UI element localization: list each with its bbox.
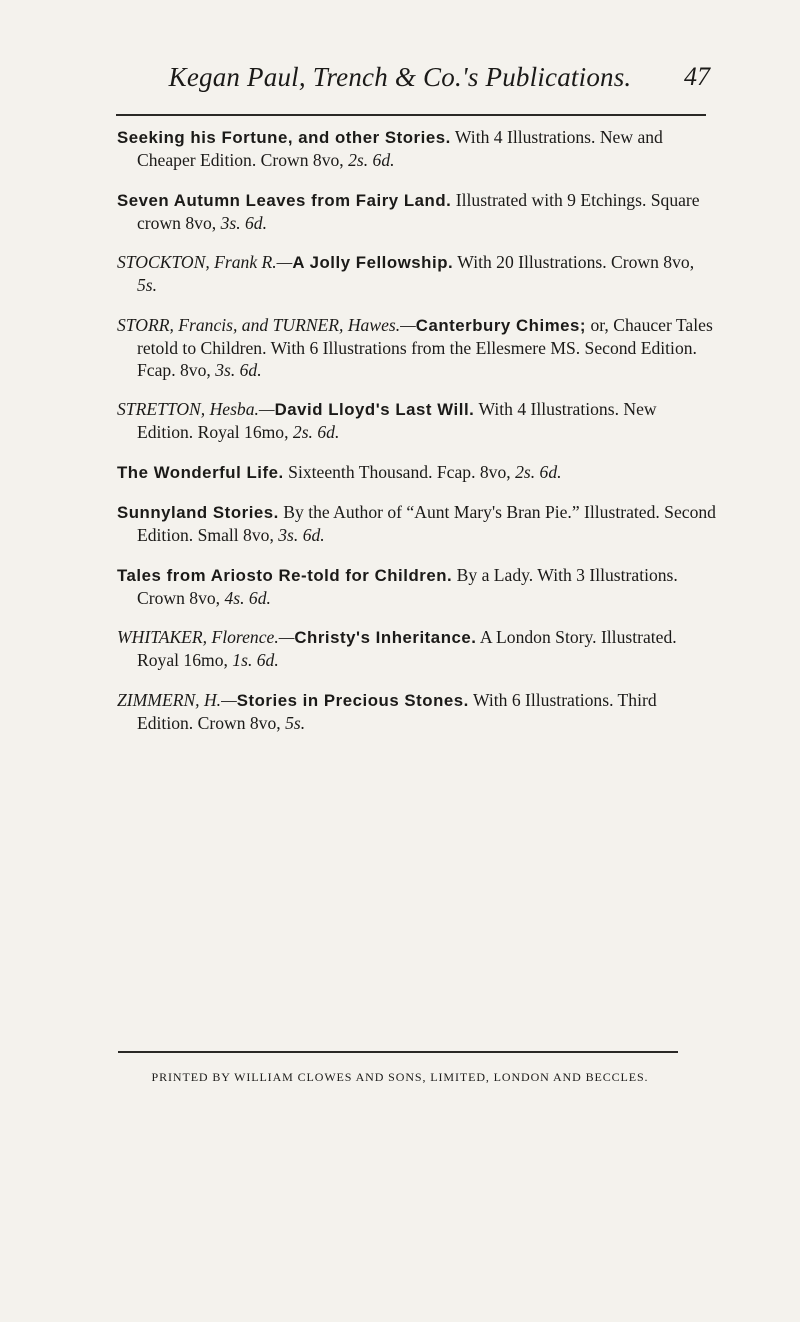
entry-details: With 4 Illustrations. New Edition. Royal 16mo,: [137, 399, 657, 442]
catalogue-entry: [117, 501, 717, 546]
entry-details: With 20 Illustrations. Crown 8vo,: [453, 252, 695, 272]
entry-title: The Wonderful Life.: [117, 462, 284, 482]
running-head: [0, 62, 800, 93]
catalogue-entry: [117, 126, 717, 171]
entry-details: With 6 Illustrations. Third Edition. Crown 8vo,: [137, 689, 657, 733]
entry-title: David Lloyd's Last Will.: [274, 400, 475, 419]
entry-price: 3s. 6d.: [278, 525, 325, 545]
entry-price: 2s. 6d.: [348, 150, 395, 170]
footer-rule: [118, 1051, 678, 1053]
entry-title: Canterbury Chimes;: [415, 315, 587, 335]
entry-title: A Jolly Fellowship.: [292, 253, 454, 272]
header-rule: [116, 114, 706, 116]
entry-price: 2s. 6d.: [292, 422, 340, 442]
entry-details: By a Lady. With 3 Illustrations. Crown 8vo,: [137, 564, 678, 608]
catalogue-entry: [117, 251, 717, 296]
catalogue-entry: [117, 189, 717, 234]
entry-details: A London Story. Illustrated. Royal 16mo,: [137, 627, 677, 670]
entry-title: Christy's Inheritance.: [294, 628, 477, 647]
entry-details: or, Chaucer Tales retold to Children. With 6 Illustrations from the Ellesmere MS. Second Edition. Fcap. 8vo,: [137, 314, 713, 380]
entry-author: STORR, Francis, and TURNER, Hawes.—: [117, 314, 416, 335]
entry-details: Illustrated with 9 Etchings. Square crown 8vo,: [137, 189, 700, 233]
entry-title: Stories in Precious Stones.: [236, 690, 469, 710]
entry-price: 3s. 6d.: [220, 212, 267, 233]
entry-price: 3s. 6d.: [215, 359, 262, 380]
entry-title: Sunnyland Stories.: [117, 503, 279, 522]
running-title: Kegan Paul, Trench & Co.'s Publications.: [168, 62, 632, 92]
entry-price: 5s.: [137, 275, 158, 295]
entry-price: 4s. 6d.: [224, 587, 271, 608]
page-number: 47: [684, 62, 710, 91]
entry-title: Seven Autumn Leaves from Fairy Land.: [117, 190, 452, 210]
entry-author: WHITAKER, Florence.—: [117, 627, 295, 647]
catalogue-entry: [117, 314, 717, 381]
entry-author: STOCKTON, Frank R.—: [117, 252, 293, 272]
catalogue-entry: [117, 564, 717, 609]
printer-imprint: PRINTED BY WILLIAM CLOWES AND SONS, LIMITED, LONDON AND BECCLES.: [151, 1070, 649, 1084]
entry-details: By the Author of “Aunt Mary's Bran Pie.” Illustrated. Second Edition. Small 8vo,: [137, 502, 716, 545]
catalogue-entry: [117, 461, 717, 484]
catalogue-entry: [117, 626, 717, 671]
entry-title: Tales from Ariosto Re-told for Children.: [117, 565, 453, 585]
catalogue-list: [117, 126, 717, 751]
entry-title: Seeking his Fortune, and other Stories.: [117, 128, 451, 147]
entry-author: STRETTON, Hesba.—: [117, 399, 275, 419]
entry-price: 2s. 6d.: [515, 461, 562, 482]
catalogue-entry: [117, 398, 717, 443]
entry-details: Sixteenth Thousand. Fcap. 8vo,: [283, 461, 516, 482]
entry-price: 1s. 6d.: [232, 650, 279, 670]
entry-author: ZIMMERN, H.—: [117, 689, 237, 710]
catalogue-entry: [117, 689, 717, 734]
entry-details: With 4 Illustrations. New and Cheaper Edition. Crown 8vo,: [137, 127, 663, 170]
entry-price: 5s.: [285, 712, 306, 733]
